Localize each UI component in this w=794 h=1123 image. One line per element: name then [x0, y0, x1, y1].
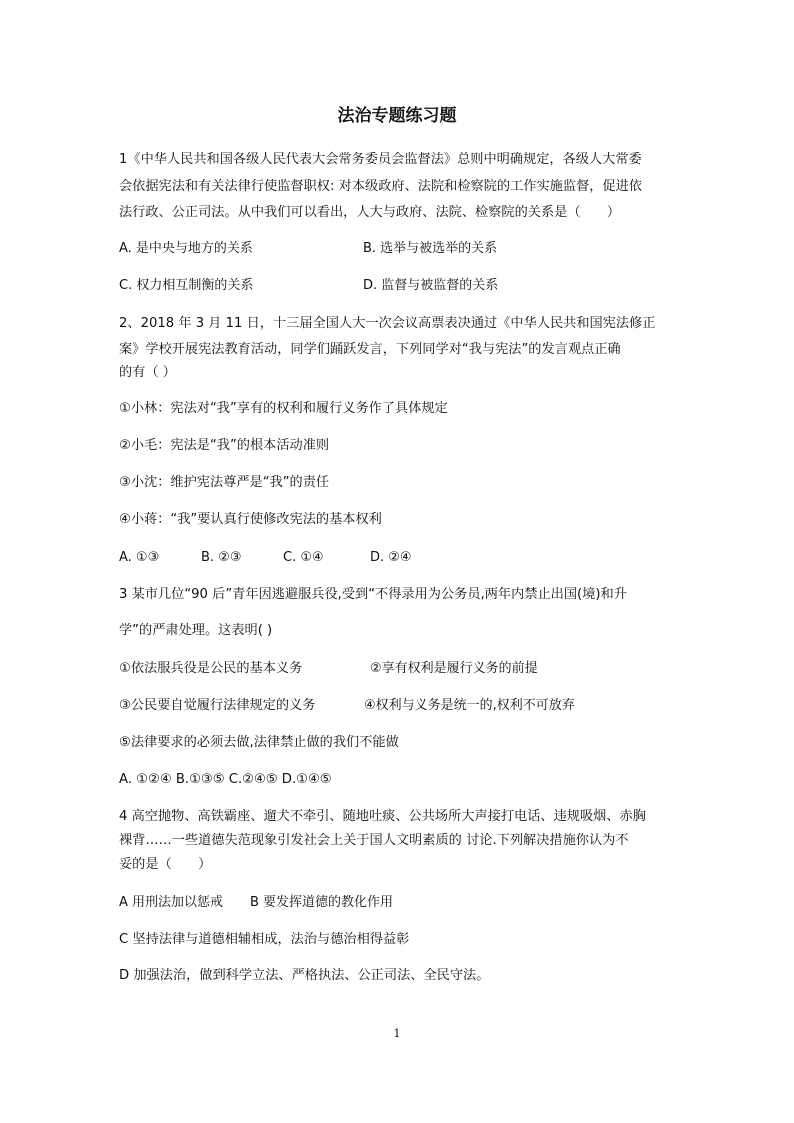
q4-option-a: A 用刑法加以惩戒: [119, 895, 224, 910]
q4-stem-line-2: 裸背……一些道德失范现象引发社会上关于国人文明素质的 讨论.下列解决措施你认为不: [119, 833, 629, 848]
q2-option-b: B. ②③: [201, 550, 242, 565]
q1-option-b: B. 选举与被选举的关系: [363, 241, 498, 256]
q1-stem-line-1: 1《中华人民共和国各级人民代表大会常务委员会监督法》总则中明确规定，各级人大常委: [119, 152, 642, 167]
q4-option-d: D 加强法治，做到科学立法、严格执法、公正司法、全民守法。: [119, 968, 490, 983]
q2-option-d: D. ②④: [370, 550, 412, 565]
q2-stem-line-2: 案》学校开展宪法教育活动，同学们踊跃发言，下列同学对“我与宪法”的发言观点正确: [119, 342, 621, 357]
q3-item-4: ④权利与义务是统一的,权利不可放弃: [364, 698, 575, 713]
q1-option-a: A. 是中央与地方的关系: [119, 241, 253, 256]
q3-stem-line-2: 学”的严肃处理。这表明( ): [119, 623, 273, 638]
q3-item-5: ⑤法律要求的必须去做,法律禁止做的我们不能做: [119, 735, 399, 750]
q4-option-b: B 要发挥道德的教化作用: [250, 895, 394, 910]
q2-stem-line-1: 2、2018 年 3 月 11 日，十三届全国人大一次会议高票表决通过《中华人民共和国宪法修正: [119, 316, 656, 331]
page-number: 1: [393, 1027, 401, 1040]
q1-option-d: D. 监督与被监督的关系: [363, 278, 499, 293]
q3-options: A. ①②④ B.①③⑤ C.②④⑤ D.①④⑤: [119, 772, 332, 787]
q2-item-2: ②小毛：宪法是“我”的根本活动准则: [119, 438, 330, 453]
q2-item-1: ①小林：宪法对“我”享有的权利和履行义务作了具体规定: [119, 401, 448, 416]
q1-option-c: C. 权力相互制衡的关系: [119, 278, 254, 293]
q4-option-c: C 坚持法律与道德相辅相成，法治与德治相得益彰: [119, 932, 410, 947]
q2-item-3: ③小沈：维护宪法尊严是“我”的责任: [119, 475, 330, 490]
q2-item-4: ④小蒋：“我”要认真行使修改宪法的基本权利: [119, 512, 382, 527]
q1-stem-line-3: 法行政、公正司法。从中我们可以看出，人大与政府、法院、检察院的关系是（ ）: [119, 205, 621, 220]
page-title: 法治专题练习题: [337, 106, 457, 126]
q2-option-a: A. ①③: [119, 550, 160, 565]
q2-option-c: C. ①④: [283, 550, 324, 565]
q3-stem-line-1: 3 某市几位“90 后”青年因逃避服兵役,受到“不得录用为公务员,两年内禁止出国(境)和升: [119, 587, 627, 602]
q2-stem-line-3: 的有（ ）: [119, 365, 176, 380]
q4-stem-line-1: 4 高空抛物、高铁霸座、遛犬不牵引、随地吐痰、公共场所大声接打电话、违规吸烟、赤胸: [119, 809, 646, 824]
q1-stem-line-2: 会依据宪法和有关法律行使监督职权: 对本级政府、法院和检察院的工作实施监督，促进依: [119, 179, 642, 194]
q3-item-2: ②享有权利是履行义务的前提: [370, 661, 538, 676]
q3-item-1: ①依法服兵役是公民的基本义务: [119, 661, 303, 676]
q3-item-3: ③公民要自觉履行法律规定的义务: [119, 698, 316, 713]
q4-stem-line-3: 妥的是（ ）: [119, 857, 212, 872]
